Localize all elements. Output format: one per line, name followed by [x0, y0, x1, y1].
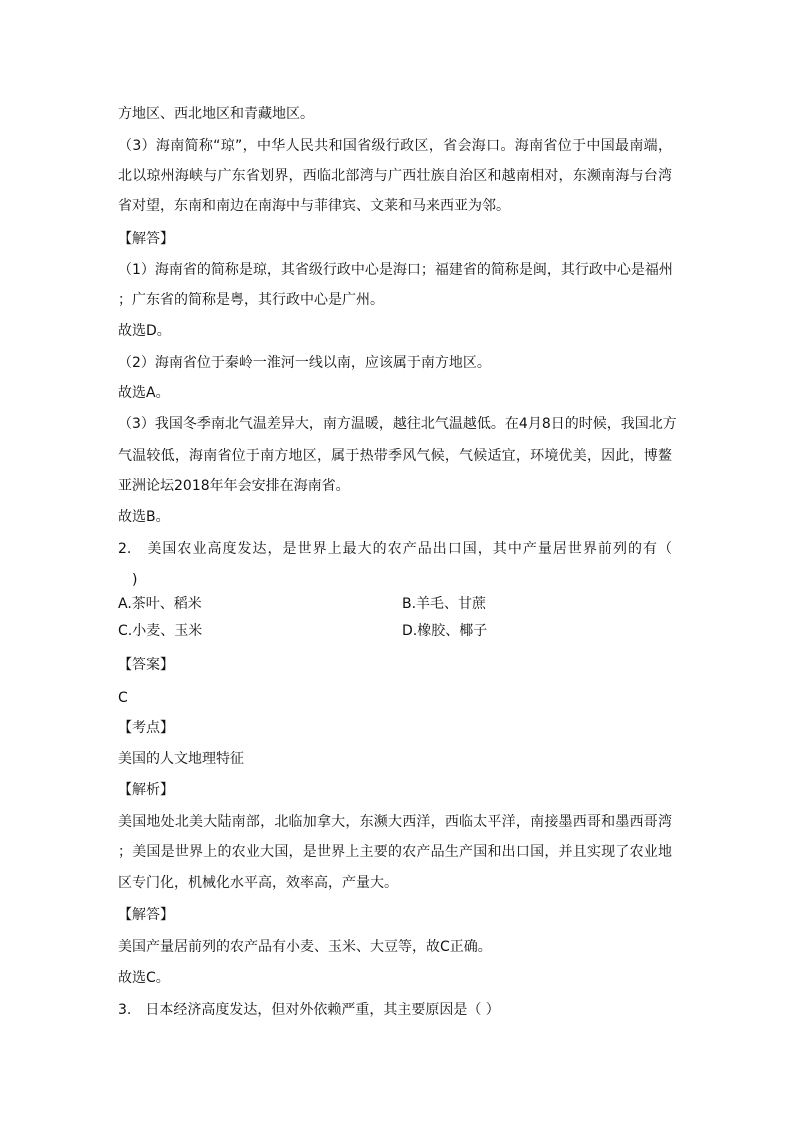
text-line: （1）海南省的简称是琼，其省级行政中心是海口；福建省的简称是闽，其行政中心是福州 — [118, 262, 673, 278]
text-line: 美国的人文地理特征 — [118, 751, 244, 767]
question-text-continued: ) — [118, 572, 138, 588]
text-line: 气温较低，海南省位于南方地区，属于热带季风气候，气候适宜，环境优美，因此，博鳌 — [118, 448, 672, 464]
text-line: 区专门化，机械化水平高，效率高，产量大。 — [118, 875, 398, 891]
text-line: ；广东省的简称是粤，其行政中心是广州。 — [118, 292, 384, 308]
text-line: 省对望，东南和南边在南海中与菲律宾、文莱和马来西亚为邻。 — [118, 198, 510, 214]
section-heading: 【解析】 — [118, 782, 174, 798]
text-line: （3）我国冬季南北气温差异大，南方温暖，越往北气温越低。在4月8日的时候，我国北方 — [118, 416, 677, 432]
text-line: 亚洲论坛2018年年会安排在海南省。 — [118, 478, 350, 494]
answer-choice-line: 故选C。 — [118, 970, 170, 986]
text-line: 美国产量居前列的农产品有小麦、玉米、大豆等，故C正确。 — [118, 939, 492, 955]
text-line: （3）海南简称“琼”，中华人民共和国省级行政区，省会海口。海南省位于中国最南端， — [118, 138, 672, 154]
section-heading: 【答案】 — [118, 657, 174, 673]
option-c: C.小麦、玉米 — [118, 623, 203, 639]
section-heading: 【考点】 — [118, 720, 174, 736]
text-line: 北以琼州海峡与广东省划界，西临北部湾与广西壮族自治区和越南相对，东濒南海与台湾 — [118, 168, 672, 184]
text-line: （2）海南省位于秦岭一淮河一线以南，应该属于南方地区。 — [118, 355, 491, 371]
option-d: D.橡胶、椰子 — [402, 623, 488, 639]
text-line: 方地区、西北地区和青藏地区。 — [118, 106, 314, 122]
answer-choice-line: 故选B。 — [118, 509, 170, 525]
section-heading: 【解答】 — [118, 907, 174, 923]
section-heading: 【解答】 — [118, 231, 174, 247]
answer-value: C — [118, 690, 128, 706]
question-text: 2. 美国农业高度发达，是世界上最大的农产品出口国，其中产量居世界前列的有（ — [118, 541, 672, 557]
option-b: B.羊毛、甘蔗 — [402, 596, 487, 612]
answer-choice-line: 故选D。 — [118, 323, 171, 339]
question-text: 3. 日本经济高度发达，但对外依赖严重，其主要原因是（ ） — [118, 1002, 500, 1018]
text-line: ；美国是世界上的农业大国，是世界上主要的农产品生产国和出口国，并且实现了农业地 — [118, 844, 672, 860]
option-a: A.茶叶、稻米 — [118, 596, 202, 612]
text-line: 美国地处北美大陆南部，北临加拿大，东濒大西洋，西临太平洋，南接墨西哥和墨西哥湾 — [118, 814, 672, 830]
answer-choice-line: 故选A。 — [118, 385, 170, 401]
